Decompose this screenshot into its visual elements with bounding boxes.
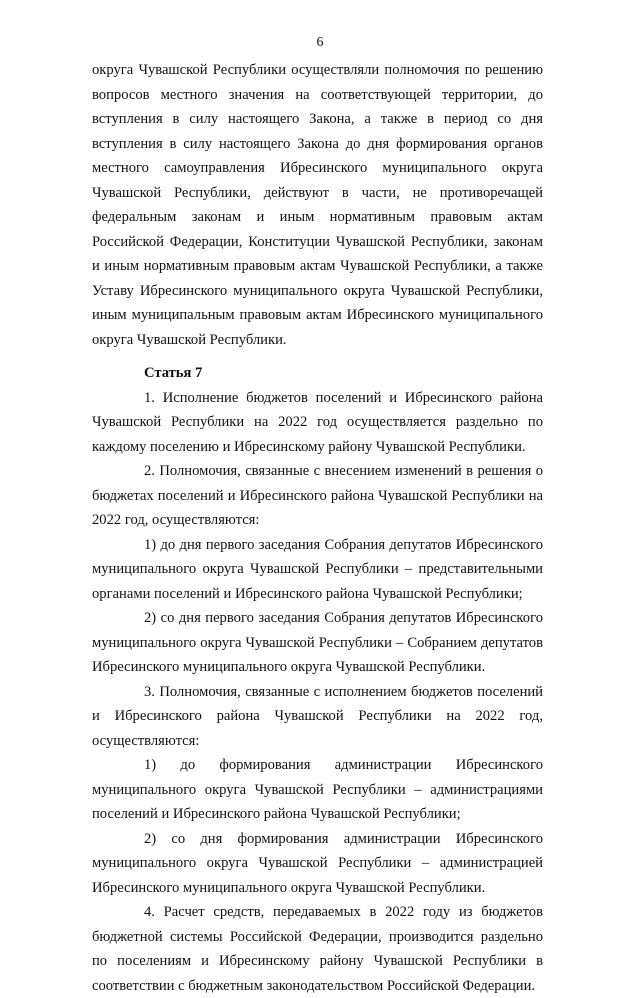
intro-paragraph: округа Чувашской Республики осуществляли полномочия по решению вопросов местного значения на соответствующей территории, до вступления в силу настоящего Закона, а также в период со дня вступления в силу настоящего Закона до дня формирования органов местного самоуправления Ибресинского муниципального округа Чувашской Республики, действуют в части, не противоречащей федеральным законам и иным нормативным правовым актам Российской Федерации, Конституции Чувашской Республики, законам и иным нормативным правовым актам Чувашской Республики, а также Уставу Ибресинского муниципального округа Чувашской Республики, иным муниципальным правовым актам Ибресинского муниципального округа Чувашской Республики. — [92, 62, 543, 348]
article-subitem-3-2: 2) со дня формирования администрации Ибресинского муниципального округа Чувашской Республики – администрацией Ибресинского муниципального округа Чувашской Республики. — [92, 830, 543, 896]
article-paragraph-1: 1. Исполнение бюджетов поселений и Ибресинского района Чувашской Республики на 2022 год осуществляется раздельно по каждому поселению и Ибресинскому району Чувашской Республики. — [92, 389, 543, 455]
article-paragraph-4: 4. Расчет средств, передаваемых в 2022 году из бюджетов бюджетной системы Российской Федерации, производится раздельно по поселениям и Ибресинскому району Чувашской Республики в соответствии с бюджетным законодательством Российской Федерации. — [92, 904, 543, 994]
article-heading: Статья 7 — [144, 365, 203, 381]
document-body — [92, 58, 543, 998]
article-subitem-3-1: 1) до формирования администрации Ибресинского муниципального округа Чувашской Республики – администрациями поселений и Ибресинского района Чувашской Республики; — [92, 757, 543, 822]
article-subitem-2-1: 1) до дня первого заседания Собрания депутатов Ибресинского муниципального округа Чувашской Республики – представительными органами поселений и Ибресинского района Чувашской Республики; — [92, 536, 543, 602]
page-number: 6 — [316, 35, 324, 50]
article-subitem-2-2: 2) со дня первого заседания Собрания депутатов Ибресинского муниципального округа Чувашской Республики – Собранием депутатов Ибресинского муниципального округа Чувашской Республики. — [92, 610, 543, 675]
article-paragraph-3: 3. Полномочия, связанные с исполнением бюджетов поселений и Ибресинского района Чувашской Республики на 2022 год, осуществляются: — [92, 683, 543, 749]
article-paragraph-2: 2. Полномочия, связанные с внесением изменений в решения о бюджетах поселений и Ибресинского района Чувашской Республики на 2022 год, осуществляются: — [92, 463, 543, 528]
